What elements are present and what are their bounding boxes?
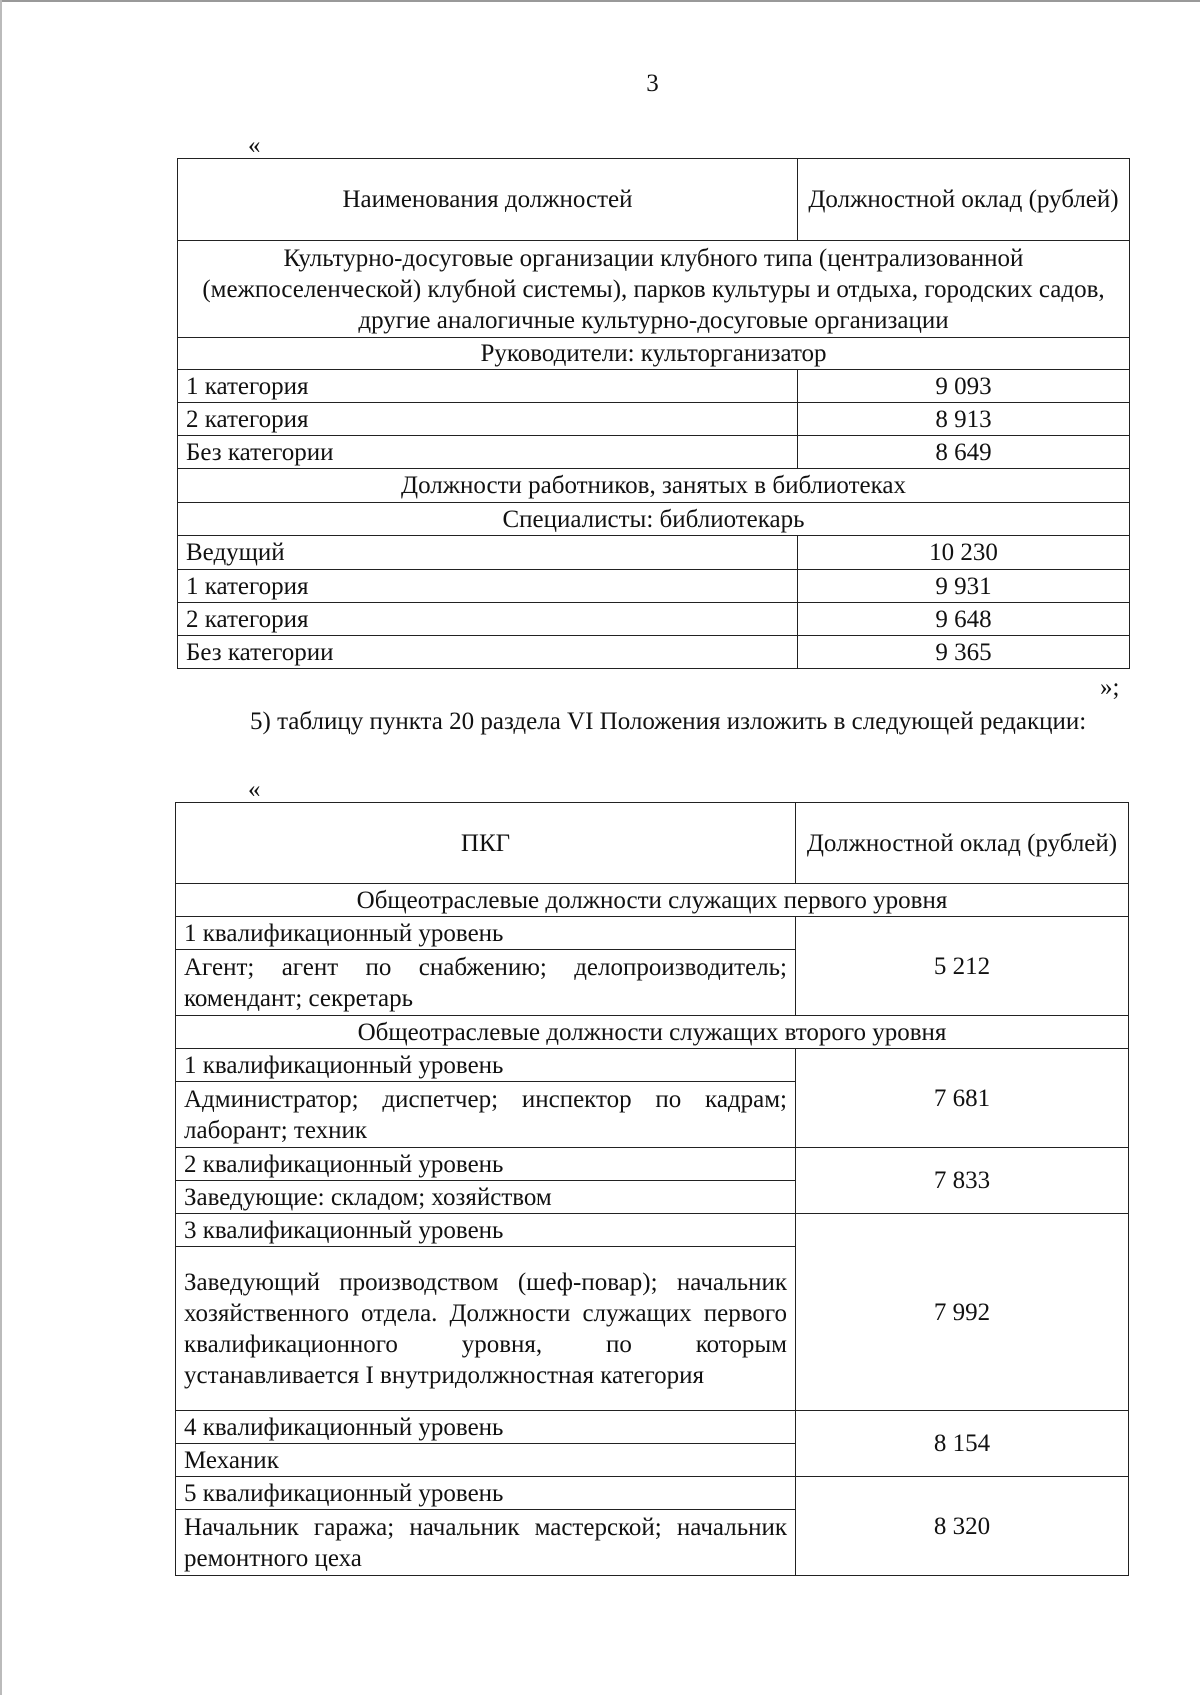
row-category: 1 категория xyxy=(178,570,798,603)
qualification-level: 2 квалификационный уровень xyxy=(176,1148,796,1181)
group-title-first-level: Общеотраслевые должности служащих первого уровня xyxy=(176,884,1129,917)
table-header-row xyxy=(178,159,1130,241)
qualification-level: 1 квалификационный уровень xyxy=(176,1049,796,1082)
table-row xyxy=(178,570,1130,603)
table-row xyxy=(176,1477,1129,1510)
closing-quote-1: »; xyxy=(1100,674,1120,701)
row-category: Без категории xyxy=(178,436,798,469)
table-row xyxy=(178,636,1130,669)
level-salary: 8 320 xyxy=(796,1477,1129,1576)
qualification-level: 3 квалификационный уровень xyxy=(176,1214,796,1247)
table-row xyxy=(176,1411,1129,1444)
row-category: 2 категория xyxy=(178,603,798,636)
scan-edge-top xyxy=(0,0,1200,2)
row-salary: 9 093 xyxy=(798,370,1130,403)
row-salary: 10 230 xyxy=(798,536,1130,570)
table-row xyxy=(176,1214,1129,1247)
row-category: 2 категория xyxy=(178,403,798,436)
level-positions: Администратор; диспетчер; инспектор по кадрам; лаборант; техник xyxy=(176,1082,796,1148)
level-positions: Начальник гаража; начальник мастерской; начальник ремонтного цеха xyxy=(176,1510,796,1576)
table-row xyxy=(176,917,1129,950)
subsection-row xyxy=(178,338,1130,370)
header-position-names: Наименования должностей xyxy=(178,159,798,241)
table-row xyxy=(178,403,1130,436)
row-category: Ведущий xyxy=(178,536,798,570)
opening-quote-1: « xyxy=(248,132,261,159)
amendment-text: 5) таблицу пункта 20 раздела VI Положения изложить в следующей редакции: xyxy=(250,708,1087,735)
level-salary: 8 154 xyxy=(796,1411,1129,1477)
page-number: 3 xyxy=(646,70,659,97)
amendment-paragraph xyxy=(177,706,1129,738)
row-salary: 8 649 xyxy=(798,436,1130,469)
table-row xyxy=(176,1049,1129,1082)
section-title-row xyxy=(178,241,1130,338)
subsection-specialists: Специалисты: библиотекарь xyxy=(178,503,1130,536)
level-positions: Агент; агент по снабжению; делопроизводитель; комендант; секретарь xyxy=(176,950,796,1016)
table-header-row xyxy=(176,803,1129,884)
opening-quote-2: « xyxy=(248,776,261,803)
level-salary: 7 833 xyxy=(796,1148,1129,1214)
group-title-second-level: Общеотраслевые должности служащих второго уровня xyxy=(176,1016,1129,1049)
qualification-level: 5 квалификационный уровень xyxy=(176,1477,796,1510)
table-row xyxy=(178,536,1130,570)
subsection-managers: Руководители: культорганизатор xyxy=(178,338,1130,370)
row-category: Без категории xyxy=(178,636,798,669)
level-salary: 7 992 xyxy=(796,1214,1129,1411)
section-title-culture: Культурно-досуговые организации клубного типа (централизованной (межпоселенческой) клубной системы), парков культуры и отдыха, городских садов, другие аналогичные культурно-досуговые организации xyxy=(178,241,1130,338)
row-salary: 9 931 xyxy=(798,570,1130,603)
level-salary: 7 681 xyxy=(796,1049,1129,1148)
scan-edge-left xyxy=(0,0,2,1695)
qualification-level: 1 квалификационный уровень xyxy=(176,917,796,950)
header-salary: Должностной оклад (рублей) xyxy=(798,159,1130,241)
group-title-row xyxy=(176,1016,1129,1049)
table-row xyxy=(178,603,1130,636)
salary-table-culture xyxy=(177,158,1130,669)
table-row xyxy=(176,1148,1129,1181)
level-salary: 5 212 xyxy=(796,917,1129,1016)
row-category: 1 категория xyxy=(178,370,798,403)
section-title-libraries: Должности работников, занятых в библиотеках xyxy=(178,469,1130,503)
qualification-level: 4 квалификационный уровень xyxy=(176,1411,796,1444)
level-positions: Механик xyxy=(176,1444,796,1477)
level-positions: Заведующие: складом; хозяйством xyxy=(176,1181,796,1214)
group-title-row xyxy=(176,884,1129,917)
section-title-row xyxy=(178,469,1130,503)
row-salary: 8 913 xyxy=(798,403,1130,436)
salary-table-pkg xyxy=(175,802,1129,1576)
table-row xyxy=(178,370,1130,403)
row-salary: 9 365 xyxy=(798,636,1130,669)
table-row xyxy=(178,436,1130,469)
header-salary: Должностной оклад (рублей) xyxy=(796,803,1129,884)
header-pkg: ПКГ xyxy=(176,803,796,884)
level-positions: Заведующий производством (шеф-повар); начальник хозяйственного отдела. Должности служащих первого квалификационного уровня, по которым устанавливается I внутридолжностная категория xyxy=(176,1247,796,1411)
row-salary: 9 648 xyxy=(798,603,1130,636)
subsection-row xyxy=(178,503,1130,536)
